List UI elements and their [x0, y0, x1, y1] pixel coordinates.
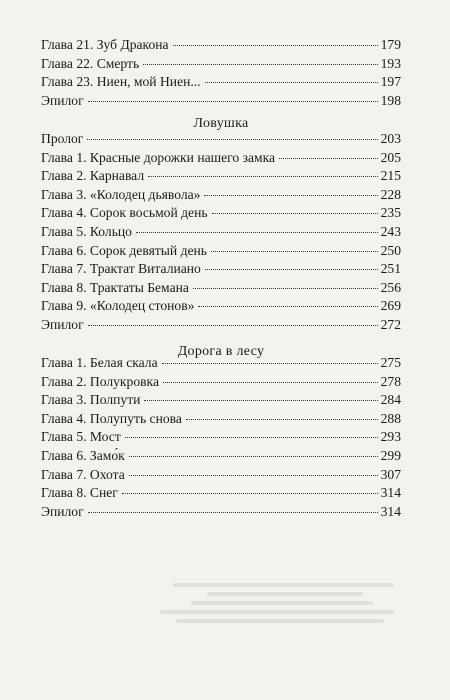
dot-leader: [212, 213, 378, 214]
toc-entry-title: Эпилог: [41, 92, 84, 108]
section-heading-trap: Ловушка: [193, 116, 249, 131]
toc-entry-title: Глава 22. Смерть: [41, 55, 140, 71]
section-heading-forest-road: Дорога в лесу: [177, 344, 265, 359]
toc-entry-title: Глава 1. Белая скала: [41, 355, 158, 370]
toc-entry: [41, 36, 401, 55]
toc-entry: [41, 297, 401, 316]
toc-entry: [41, 354, 401, 373]
toc-entry: [41, 373, 401, 392]
toc-entry-title: Глава 8. Трактаты Бемана: [41, 279, 189, 295]
toc-entry: [41, 447, 401, 466]
toc-entry-title: Глава 8. Снег: [41, 485, 118, 501]
toc-entry-title: Глава 2. Полукровка: [41, 373, 159, 389]
toc-entry: [41, 484, 401, 503]
toc-entry: [41, 428, 401, 447]
toc-entry: [41, 410, 401, 429]
dot-leader: [136, 232, 378, 233]
dot-leader: [205, 82, 378, 83]
toc-entry-title: Глава 23. Ниен, мой Ниен...: [41, 74, 201, 90]
dot-leader: [88, 512, 378, 513]
toc-entry: [41, 55, 401, 74]
dot-leader: [125, 437, 378, 438]
dot-leader: [129, 456, 378, 457]
toc-entry-page: 284: [380, 392, 401, 408]
toc-entry-title: Глава 4. Полупуть снова: [41, 410, 182, 426]
dot-leader: [148, 176, 377, 177]
dot-leader: [198, 306, 377, 307]
toc-entry: [41, 260, 401, 279]
toc-entry-title: Глава 6. Сорок девятый день: [41, 242, 207, 258]
toc-entry-page: 288: [380, 410, 401, 426]
toc-entry: [41, 223, 401, 242]
dot-leader: [205, 269, 378, 270]
dot-leader: [186, 419, 378, 420]
toc-entry-page: 293: [380, 429, 401, 445]
dot-leader: [204, 195, 377, 196]
dot-leader: [162, 363, 378, 364]
toc-entry-title: Глава 9. «Колодец стонов»: [41, 298, 195, 314]
toc-entry-page: 215: [380, 168, 401, 184]
toc-entry-title: Глава 6. Замо́к: [41, 447, 125, 463]
toc-entry-title: Глава 5. Мост: [41, 429, 121, 445]
toc-entry-page: 272: [380, 316, 401, 332]
dot-leader: [88, 101, 378, 102]
toc-entry-page: 235: [380, 205, 401, 221]
toc-entry-page: 193: [380, 55, 401, 71]
toc-entry: [41, 73, 401, 92]
toc-entry-page: 299: [380, 447, 401, 463]
dot-leader: [122, 493, 378, 494]
toc-entry-title: Глава 4. Сорок восьмой день: [41, 205, 208, 221]
toc-entry-page: 314: [380, 485, 401, 501]
dot-leader: [193, 288, 378, 289]
toc-entry: [41, 92, 401, 111]
toc-entry-title: Глава 3. Полпути: [41, 392, 141, 408]
toc-entry: [41, 391, 401, 410]
dot-leader: [129, 475, 378, 476]
toc-block-forest-road: [41, 354, 401, 521]
toc-entry-page: 269: [380, 298, 401, 314]
toc-entry-title: Глава 21. Зуб Дракона: [41, 37, 169, 52]
toc-entry-page: 250: [380, 242, 401, 258]
toc-entry-title: Глава 3. «Колодец дьявола»: [41, 186, 201, 202]
toc-entry: [41, 204, 401, 223]
toc-entry-page: 198: [380, 92, 401, 108]
toc-entry-page: 205: [380, 149, 401, 165]
dot-leader: [211, 251, 378, 252]
toc-entry-page: 314: [380, 503, 401, 519]
toc-entry-title: Эпилог: [41, 316, 84, 332]
toc-entry-page: 203: [380, 131, 401, 146]
dot-leader: [173, 45, 378, 46]
toc-entry-page: 228: [380, 186, 401, 202]
dot-leader: [143, 64, 377, 65]
dot-leader: [88, 325, 378, 326]
toc-entry-title: Глава 1. Красные дорожки нашего замка: [41, 149, 276, 165]
toc-block-continued: [41, 36, 401, 110]
toc-entry-page: 179: [380, 37, 401, 52]
dot-leader: [279, 158, 378, 159]
toc-block-trap: [41, 130, 401, 335]
toc-entry: [41, 503, 401, 522]
toc-entry-title: Пролог: [41, 131, 84, 146]
dot-leader: [163, 382, 378, 383]
toc-entry: [41, 130, 401, 149]
toc-entry-page: 256: [380, 279, 401, 295]
toc-entry-title: Глава 2. Карнавал: [41, 168, 145, 184]
toc-entry: [41, 279, 401, 298]
toc-entry: [41, 242, 401, 261]
toc-entry: [41, 186, 401, 205]
show-through-decoration: [160, 578, 420, 628]
toc-entry: [41, 149, 401, 168]
toc-entry-page: 307: [380, 466, 401, 482]
toc-entry-title: Глава 7. Охота: [41, 466, 125, 482]
toc-entry-page: 275: [380, 355, 401, 370]
toc-entry-page: 251: [380, 261, 401, 277]
toc-entry-title: Глава 5. Кольцо: [41, 223, 132, 239]
dot-leader: [87, 139, 377, 140]
toc-entry: [41, 167, 401, 186]
toc-entry-page: 197: [380, 74, 401, 90]
toc-entry-page: 243: [380, 223, 401, 239]
toc-entry: [41, 316, 401, 335]
toc-entry: [41, 466, 401, 485]
toc-entry-title: Эпилог: [41, 503, 84, 519]
toc-entry-title: Глава 7. Трактат Виталиано: [41, 261, 201, 277]
dot-leader: [144, 400, 377, 401]
toc-entry-page: 278: [380, 373, 401, 389]
